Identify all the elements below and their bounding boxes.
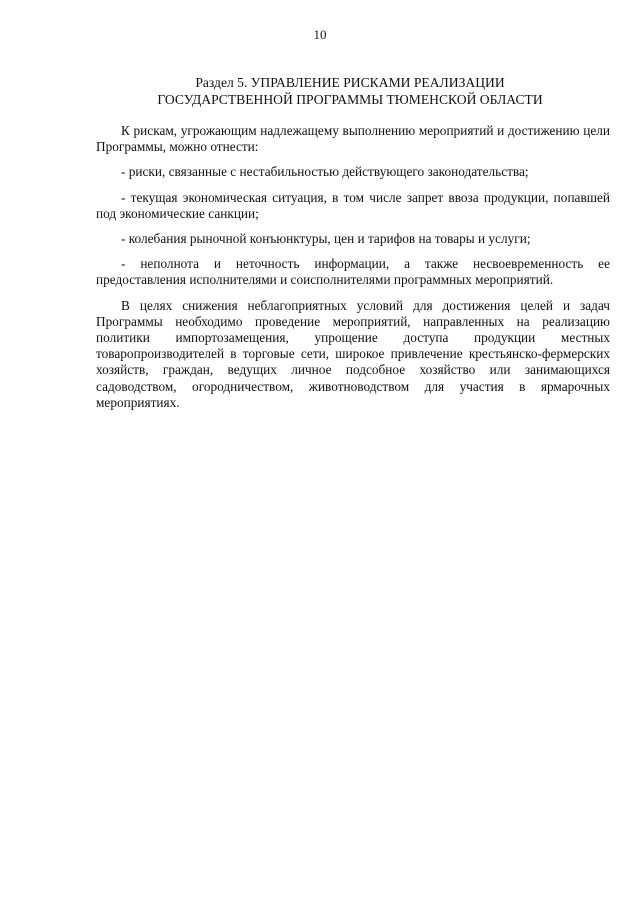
paragraph-risk-information: - неполнота и неточность информации, а также несвоевременность ее предоставления исполнителями и соисполнителями программных мероприятий. bbox=[96, 256, 610, 288]
paragraph-risk-economy: - текущая экономическая ситуация, в том числе запрет ввоза продукции, попавшей под экономические санкции; bbox=[96, 189, 610, 221]
section-heading-line: Раздел 5. УПРАВЛЕНИЕ РИСКАМИ РЕАЛИЗАЦИИ bbox=[195, 75, 505, 90]
page-number: 10 bbox=[313, 27, 327, 42]
paragraph-risk-legislation: - риски, связанные с нестабильностью действующего законодательства; bbox=[121, 164, 529, 180]
paragraph-intro: К рискам, угрожающим надлежащему выполнению мероприятий и достижению цели Программы, можно отнести: bbox=[96, 123, 610, 155]
body-text bbox=[96, 123, 610, 420]
section-heading bbox=[60, 75, 640, 108]
section-heading-line: ГОСУДАРСТВЕННОЙ ПРОГРАММЫ ТЮМЕНСКОЙ ОБЛАСТИ bbox=[157, 91, 543, 107]
paragraph-risk-market: - колебания рыночной конъюнктуры, цен и тарифов на товары и услуги; bbox=[121, 231, 531, 247]
paragraph-mitigation: В целях снижения неблагоприятных условий для достижения целей и задач Программы необходимо проведение мероприятий, направленных на реализацию политики импортозамещения, упрощение доступа продукции местных товаропроизводителей в торговые сети, широкое привлечение крестьянско-фермерских хозяйств, граждан, ведущих личное подсобное хозяйство или занимающихся садоводством, огородничеством, животноводством для участия в ярмарочных мероприятиях. bbox=[96, 297, 610, 410]
